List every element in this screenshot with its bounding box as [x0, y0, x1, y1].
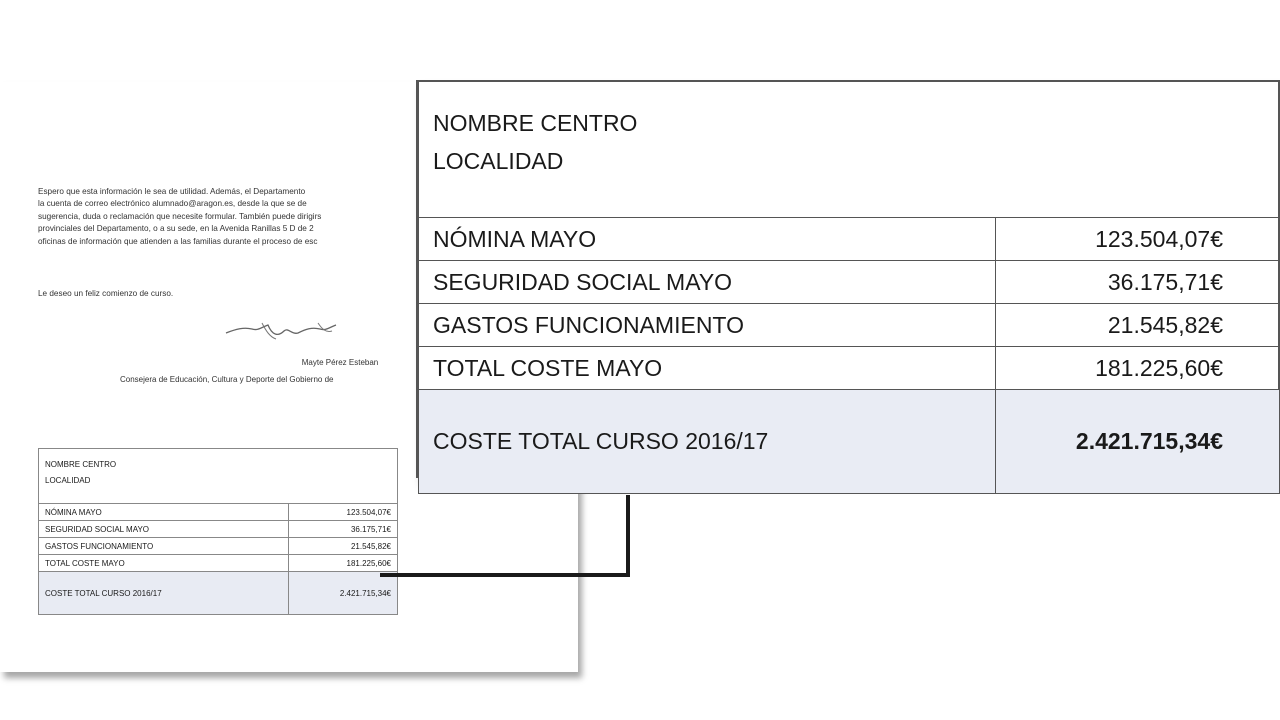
- mini-row-amount: 123.504,07€: [289, 504, 398, 521]
- mini-header-cell: [39, 449, 398, 504]
- letter-line: la cuenta de correo electrónico alumnado@aragon.es, desde la que se de: [38, 199, 307, 209]
- row-amount: 123.504,07€: [996, 218, 1280, 261]
- letter-line: oficinas de información que atienden a las familias durante el proceso de esc: [38, 236, 318, 246]
- mini-table-header-row: [39, 449, 398, 504]
- mini-row-label: GASTOS FUNCIONAMIENTO: [39, 538, 289, 555]
- mini-header-line1: NOMBRE CENTRO: [45, 460, 117, 469]
- table-row: [419, 347, 1280, 390]
- zoomed-cost-table-panel: [416, 80, 1280, 478]
- total-amount: 2.421.715,34€: [996, 390, 1280, 494]
- row-label: SEGURIDAD SOCIAL MAYO: [419, 261, 996, 304]
- mini-cost-table: [38, 448, 398, 615]
- row-amount: 36.175,71€: [996, 261, 1280, 304]
- letter-line: Espero que esta información le sea de utilidad. Además, el Departamento: [38, 187, 306, 196]
- row-label: NÓMINA MAYO: [419, 218, 996, 261]
- row-label: TOTAL COSTE MAYO: [419, 347, 996, 390]
- mini-table-total-row: [39, 572, 398, 615]
- mini-row-amount: 36.175,71€: [289, 521, 398, 538]
- mini-table-row: [39, 521, 398, 538]
- total-label: COSTE TOTAL CURSO 2016/17: [419, 390, 996, 494]
- table-row: [419, 218, 1280, 261]
- mini-row-amount: 181.225,60€: [289, 555, 398, 572]
- header-cell: [419, 82, 1280, 218]
- mini-row-label: SEGURIDAD SOCIAL MAYO: [39, 521, 289, 538]
- table-row: [419, 304, 1280, 347]
- mini-row-label: TOTAL COSTE MAYO: [39, 555, 289, 572]
- mini-total-label: COSTE TOTAL CURSO 2016/17: [39, 572, 289, 615]
- mini-table-row: [39, 538, 398, 555]
- mini-table-row: [39, 504, 398, 521]
- mini-table-row: [39, 555, 398, 572]
- row-amount: 21.545,82€: [996, 304, 1280, 347]
- handwritten-signature: [222, 317, 340, 343]
- row-amount: 181.225,60€: [996, 347, 1280, 390]
- mini-header-line2: LOCALIDAD: [45, 476, 91, 485]
- table-row: [419, 261, 1280, 304]
- signer-name: Mayte Pérez Esteban: [301, 358, 379, 367]
- mini-total-amount: 2.421.715,34€: [289, 572, 398, 615]
- table-header-row: [419, 82, 1280, 218]
- zoomed-cost-table: [418, 82, 1280, 494]
- letter-line: sugerencia, duda o reclamación que necesite formular. También puede dirigirs: [38, 211, 322, 221]
- header-line2: LOCALIDAD: [433, 148, 564, 174]
- mini-row-amount: 21.545,82€: [289, 538, 398, 555]
- table-total-row: [419, 390, 1280, 494]
- mini-row-label: NÓMINA MAYO: [39, 504, 289, 521]
- signer-title: Consejera de Educación, Cultura y Deporte del Gobierno de: [120, 375, 334, 384]
- header-line1: NOMBRE CENTRO: [433, 110, 638, 136]
- letter-closing: Le deseo un feliz comienzo de curso.: [38, 289, 174, 298]
- row-label: GASTOS FUNCIONAMIENTO: [419, 304, 996, 347]
- zoom-connector-line: [378, 495, 632, 581]
- letter-line: provinciales del Departamento, o a su sede, en la Avenida Ranillas 5 D de 2: [38, 224, 314, 234]
